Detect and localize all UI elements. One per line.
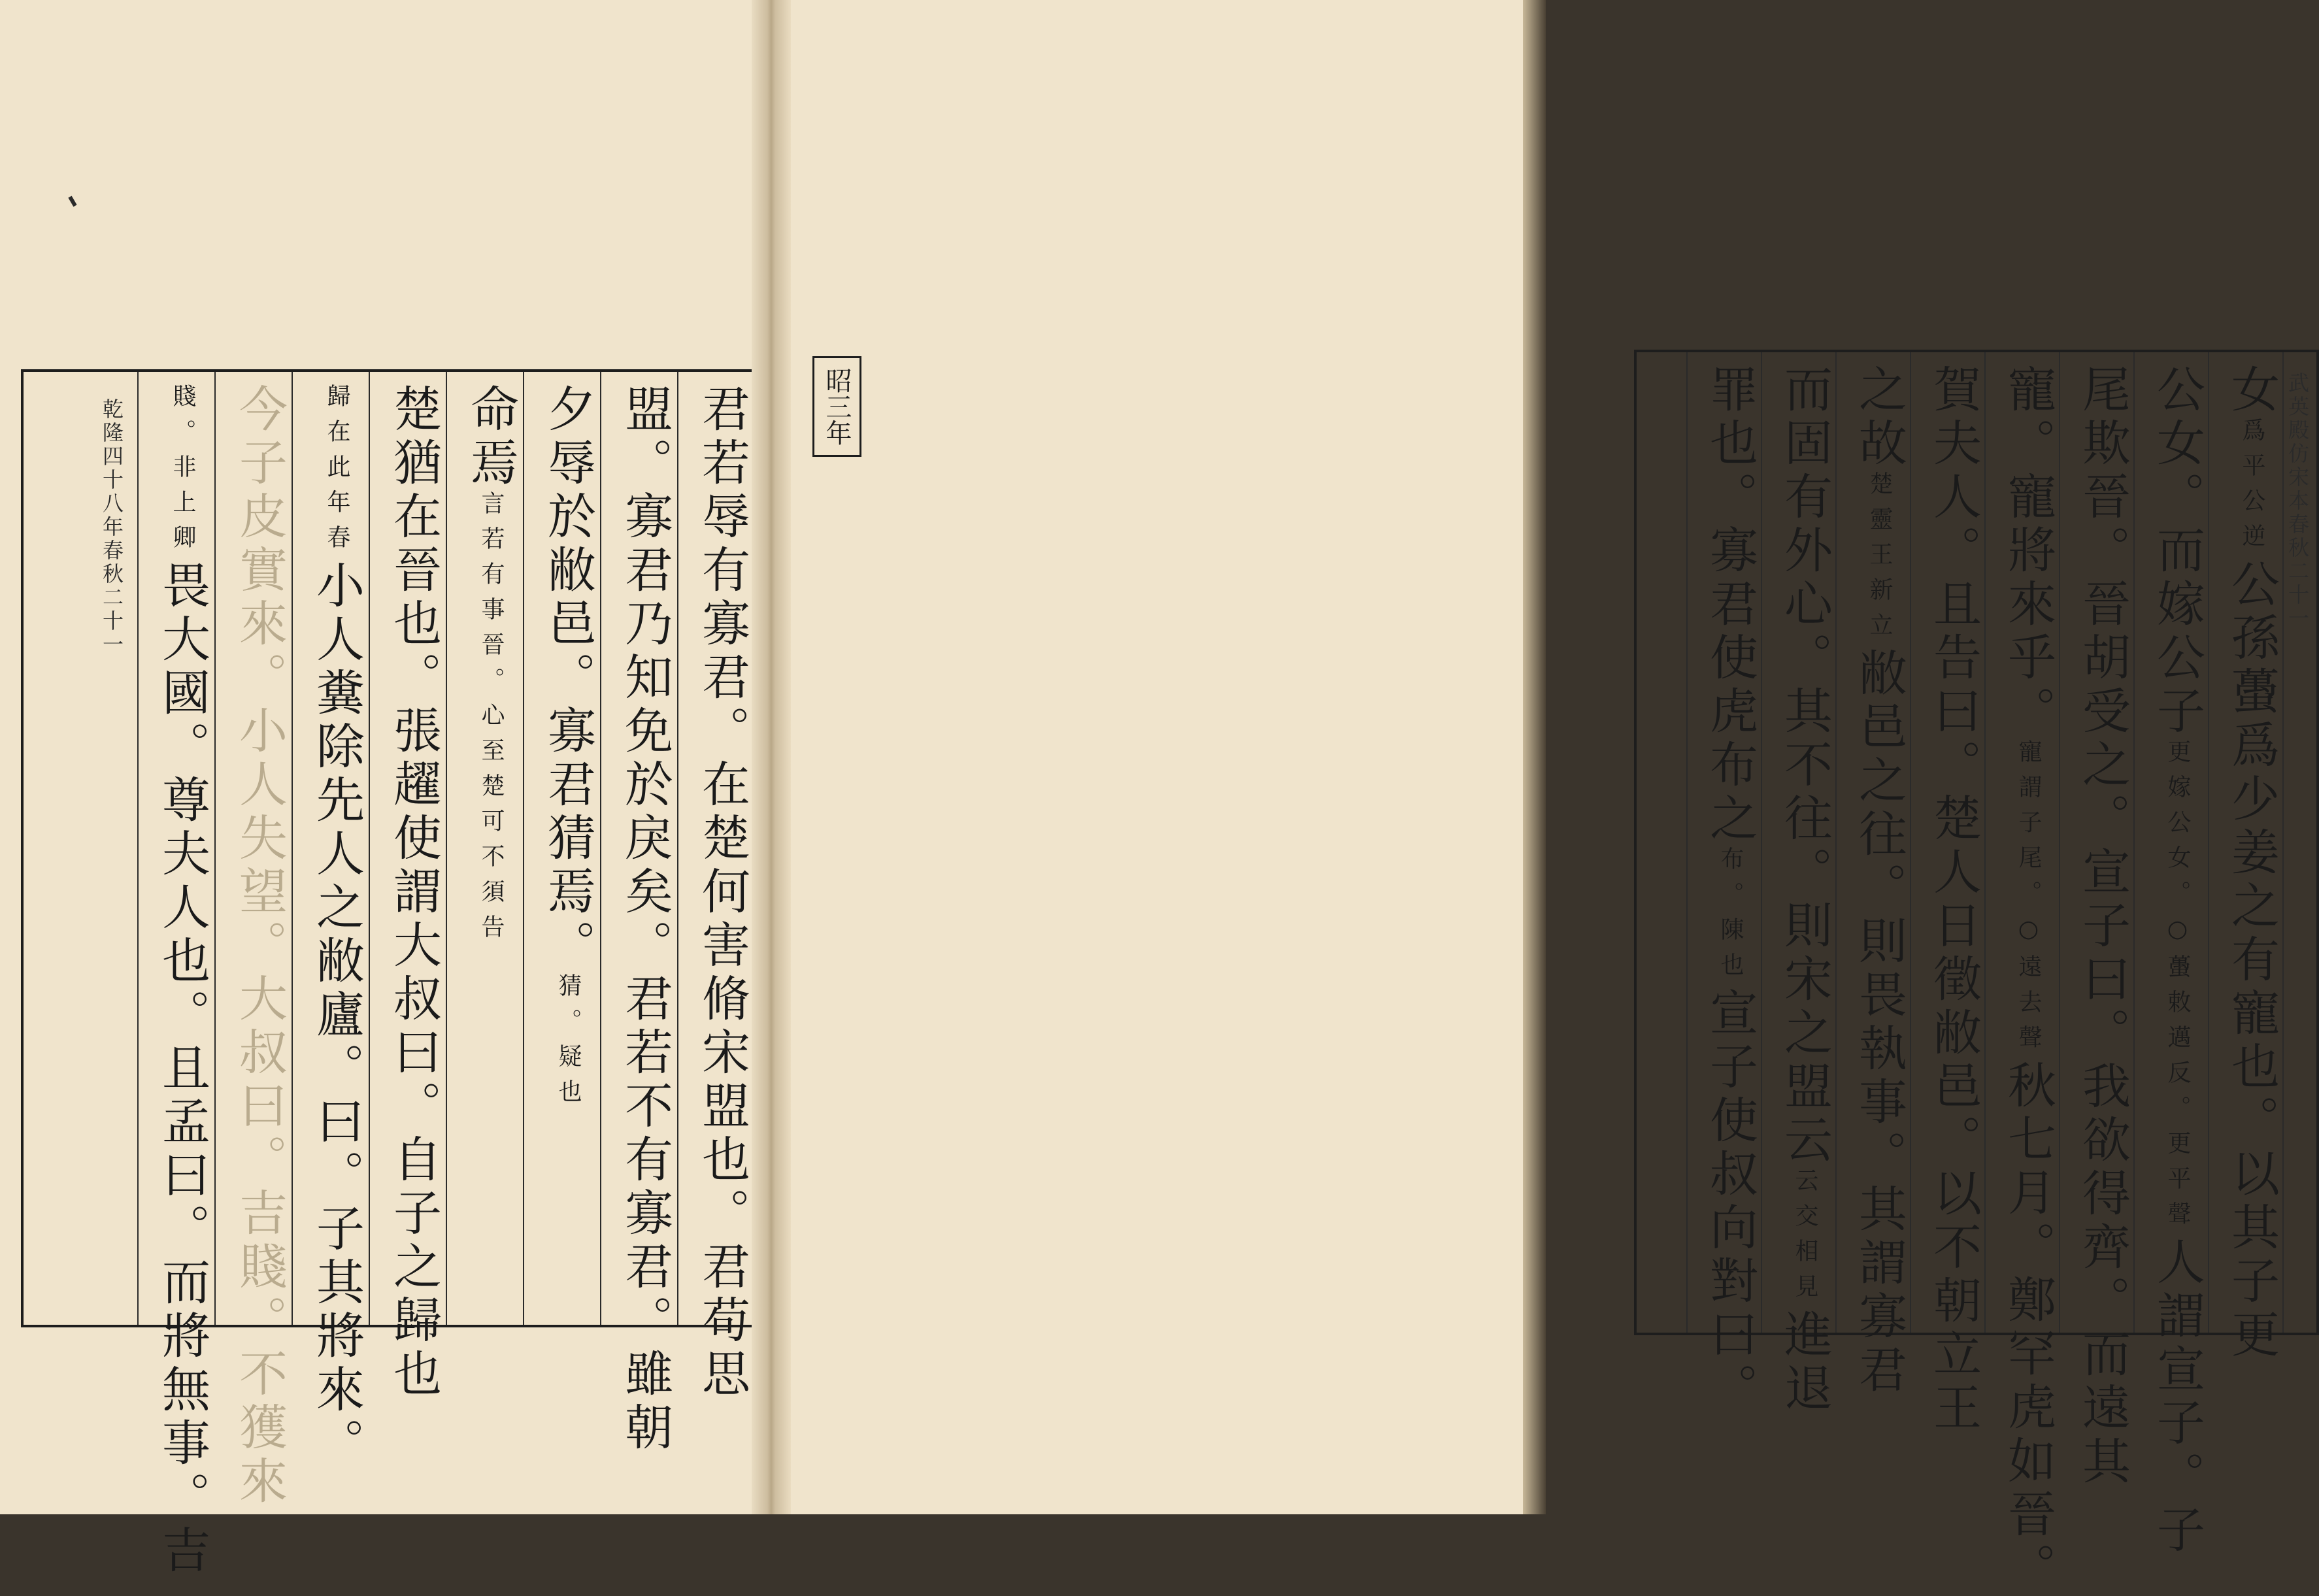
commentary-note: 云交相見: [1792, 1168, 1818, 1309]
column-rule: [1984, 352, 1986, 1333]
left-col-8: [154, 384, 210, 1578]
column-rule: [2059, 352, 2060, 1333]
column-rule: [600, 372, 601, 1325]
left-col-2: 盟。寡君乃知免於戾矣。君若不有寡君。雖朝: [617, 384, 673, 1455]
column-rule: [1761, 352, 1762, 1333]
page-edge: [1523, 0, 1546, 1514]
column-rule: [2282, 352, 2284, 1333]
main-text: 公女。而嫁公子: [2149, 364, 2205, 739]
main-text: 女: [2224, 364, 2280, 418]
left-col-5: 楚猶在晉也。張趯使謂大叔曰。自子之歸也: [386, 384, 442, 1402]
main-text: 罪也。寡君使虎布之: [1702, 364, 1758, 846]
right-col-3: 尾欺晉。晉胡受之。宣子曰。我欲得齊。而遠其: [2075, 364, 2131, 1489]
book-gutter: [752, 0, 791, 1514]
right-col-1: [2224, 364, 2280, 1363]
main-text: 公孫蠆爲少姜之有寵也。以其子更: [2224, 559, 2280, 1363]
column-rule: [1910, 352, 1911, 1333]
right-text-frame: [1634, 350, 2319, 1596]
left-margin-colophon: 乾隆四十八年春秋二十一: [99, 398, 124, 657]
main-text: 夕辱於敝邑。寡君猜焉。: [540, 384, 596, 973]
main-text: 寵。寵將來乎。: [2000, 364, 2056, 739]
main-text: 秋七月。鄭罕虎如晉。: [2000, 1060, 2056, 1596]
left-col-3: [540, 384, 596, 1313]
right-col-5: 賀夫人。且告曰。楚人日徵敝邑。以不朝立王: [1926, 364, 1982, 1436]
main-text: 今子皮實來。小人失望。大叔曰。吉賤。不獲來: [231, 384, 288, 1509]
column-rule: [292, 372, 293, 1325]
column-rule: [1835, 352, 1837, 1333]
right-margin-colophon: 武英殿仿宋本春秋二十一: [2285, 372, 2310, 631]
column-rule: [214, 372, 216, 1325]
column-rule: [677, 372, 678, 1325]
column-rule: [137, 372, 139, 1325]
right-page: [775, 0, 2310, 1596]
column-rule: [1686, 352, 1688, 1333]
column-rule: [369, 372, 370, 1325]
chapter-label: 昭三年: [812, 356, 861, 457]
commentary-note: 爲平公逆: [2239, 418, 2265, 559]
right-col-2: [2149, 364, 2205, 1558]
right-col-8: [1702, 364, 1758, 1416]
main-text: 進退: [1777, 1309, 1833, 1416]
main-text: 命焉: [463, 384, 519, 491]
main-text: 小人糞除先人之敝廬。曰。子其將來。: [309, 560, 365, 1471]
main-text: 宣子使叔向對曰。: [1702, 988, 1758, 1416]
commentary-note: 更嫁公女。○蠆敕邁反。更平聲: [2164, 739, 2191, 1237]
commentary-note: 言若有事晉。心至楚可不須告: [478, 491, 505, 950]
right-col-7: [1777, 364, 1833, 1416]
commentary-note: 布。陳也: [1717, 846, 1744, 988]
right-col-6: [1851, 364, 1907, 1398]
left-col-6: [309, 384, 365, 1471]
commentary-note: 楚靈王新立: [1866, 471, 1893, 648]
main-text: 而固有外心。其不往。則宋之盟云: [1777, 364, 1833, 1168]
main-text: 畏大國。尊夫人也。且孟曰。而將無事。吉: [154, 560, 210, 1578]
commentary-note: 寵謂子尾。○遠去聲: [2015, 739, 2042, 1060]
column-rule: [2208, 352, 2209, 1333]
left-col-1: 君若辱有寡君。在楚何害脩宋盟也。君苟思: [694, 384, 750, 1402]
commentary-note: 歸在此年春: [324, 384, 350, 560]
left-col-4: [463, 384, 519, 1313]
main-text: 敝邑之往。則畏執事。其謂寡君: [1851, 648, 1907, 1398]
left-text-frame: [21, 369, 758, 1578]
ink-speck: [68, 196, 76, 207]
main-text: 之故: [1851, 364, 1907, 471]
commentary-note: 猜。疑也: [555, 973, 582, 1114]
main-text: 人謂宣子。子: [2149, 1237, 2205, 1558]
left-col-7: [231, 384, 288, 1509]
column-rule: [523, 372, 524, 1325]
right-col-4: [2000, 364, 2056, 1596]
left-page: [0, 0, 768, 1578]
column-rule: [446, 372, 447, 1325]
commentary-note: 賤。非上卿: [169, 384, 196, 560]
column-rule: [2133, 352, 2135, 1333]
